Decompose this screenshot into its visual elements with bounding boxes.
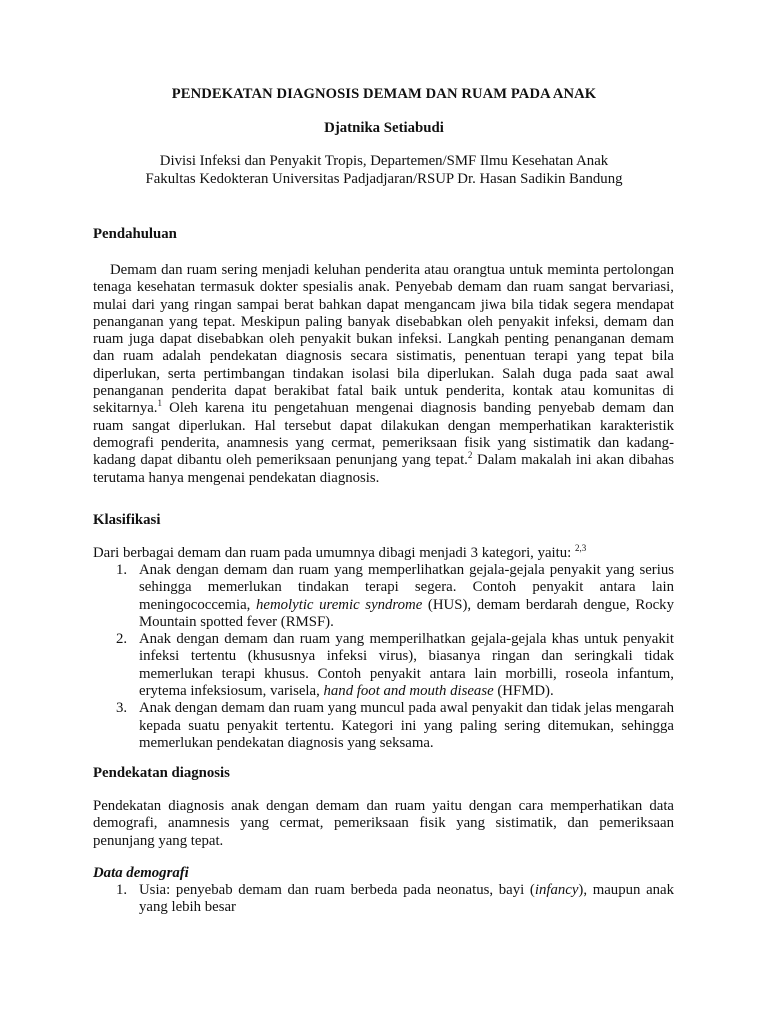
list-item (93, 562, 674, 631)
klasifikasi-intro-text: Dari berbagai demam dan ruam pada umumnya dibagi menjadi 3 kategori, yaitu: (93, 545, 575, 561)
list-item-text-end: ), maupun anak yang lebih besar (139, 882, 674, 916)
section-heading-klasifikasi: Klasifikasi (93, 512, 161, 528)
list-item (93, 882, 674, 917)
list-number: 1. (116, 882, 128, 898)
list-item-text: Anak dengan demam dan ruam yang memperilhatkan gejala-gejala khas untuk penyakit infeksi tertentu (khususnya infeksi virus), biasanya ringan dan seringkali tidak memerlukan terapi khusus. Contoh penyakit antara lain morbilli, roseola infantum, erytema infeksiosum, varisela, (139, 631, 674, 700)
list-item-text-end: (HFMD). (493, 683, 554, 700)
list-item-italic: infancy (534, 882, 579, 898)
affiliation-line-1: Divisi Infeksi dan Penyakit Tropis, Departemen/SMF Ilmu Kesehatan Anak (159, 153, 609, 169)
demografi-list (93, 882, 674, 917)
list-item-text: Usia: penyebab demam dan ruam berbeda pada neonatus, bayi ( (139, 882, 535, 898)
reference-1: 1 (157, 398, 163, 409)
list-item (93, 700, 674, 752)
reference-2: 2 (467, 450, 473, 461)
section-heading-pendekatan: Pendekatan diagnosis (93, 765, 230, 781)
pendekatan-paragraph: Pendekatan diagnosis anak dengan demam dan ruam yaitu dengan cara memperhatikan data demografi, anamnesis yang cermat, pemeriksaan fisik yang sistimatik, dan pemeriksaan penunjang yang tepat. (93, 798, 674, 849)
document-title: PENDEKATAN DIAGNOSIS DEMAM DAN RUAM PADA ANAK (171, 86, 597, 102)
author-name: Djatnika Setiabudi (324, 120, 444, 136)
list-number: 1. (116, 562, 128, 578)
list-item-text: Anak dengan demam dan ruam yang memperlihatkan gejala-gejala penyakit yang serius sehingga memerlukan tindakan terapi segera. Contoh penyakit antara lain meningococcemia, (139, 562, 674, 613)
affiliation (0, 152, 768, 188)
klasifikasi-list (93, 562, 674, 752)
list-item-text-end: (HUS), demam berdarah dengue, Rocky Mountain spotted fever (RMSF). (139, 596, 674, 630)
list-item (93, 631, 674, 700)
pendahuluan-paragraph (93, 262, 674, 487)
klasifikasi-intro (93, 545, 674, 562)
pendahuluan-text-2: Oleh karena itu pengetahuan mengenai diagnosis banding penyebab demam dan ruam sangat diperlukan. Hal tersebut dapat dilakukan dengan memperhatikan karakteristik demografi penderita, anamnesis yang cermat, pemeriksaan fisik yang sistimatik dan kadang-kadang dapat dibantu oleh pemeriksaan penunjang yang tepat. (93, 400, 674, 469)
affiliation-line-2: Fakultas Kedokteran Universitas Padjadjaran/RSUP Dr. Hasan Sadikin Bandung (145, 171, 623, 187)
list-number: 2. (116, 631, 128, 648)
list-item-italic: hemolytic uremic syndrome (255, 596, 423, 613)
list-item-text: Anak dengan demam dan ruam yang muncul pada awal penyakit dan tidak jelas mengarah kepada suatu penyakit tertentu. Kategori ini yang paling sering ditemukan, sehingga memerlukan pendekatan diagnosis yang seksama. (139, 700, 674, 751)
pendahuluan-text-3: Dalam makalah ini akan dibahas terutama hanya mengenai pendekatan diagnosis. (93, 452, 675, 486)
pendahuluan-text-1: Demam dan ruam sering menjadi keluhan penderita atau orangtua untuk meminta pertolongan tenaga kesehatan termasuk dokter spesialis anak. Penyebab demam dan ruam sangat bervariasi, mulai dari yang ringan sampai berat bahkan dapat mengancam jiwa bila tidak segera mendapat penanganan yang tepat. Meskipun paling banyak disebabkan oleh penyakit infeksi, demam dan ruam juga dapat disebabkan oleh penyakit bukan infeksi. Langkah penting penanganan demam dan ruam adalah pendekatan diagnosis secara sistimatis, penentuan terapi yang tepat bila diperlukan, serta pertimbangan tindakan isolasi bila diperlukan. Salah duga pada saat awal penanganan penderita dapat berakibat fatal baik untuk penderita, kontak atau komunitas di sekitarnya. (93, 262, 674, 417)
section-heading-pendahuluan: Pendahuluan (93, 226, 177, 242)
section-heading-data-demografi: Data demografi (93, 865, 189, 881)
klasifikasi-reference: 2,3 (574, 543, 587, 553)
list-number: 3. (116, 700, 128, 717)
list-item-italic: hand foot and mouth disease (323, 683, 494, 700)
